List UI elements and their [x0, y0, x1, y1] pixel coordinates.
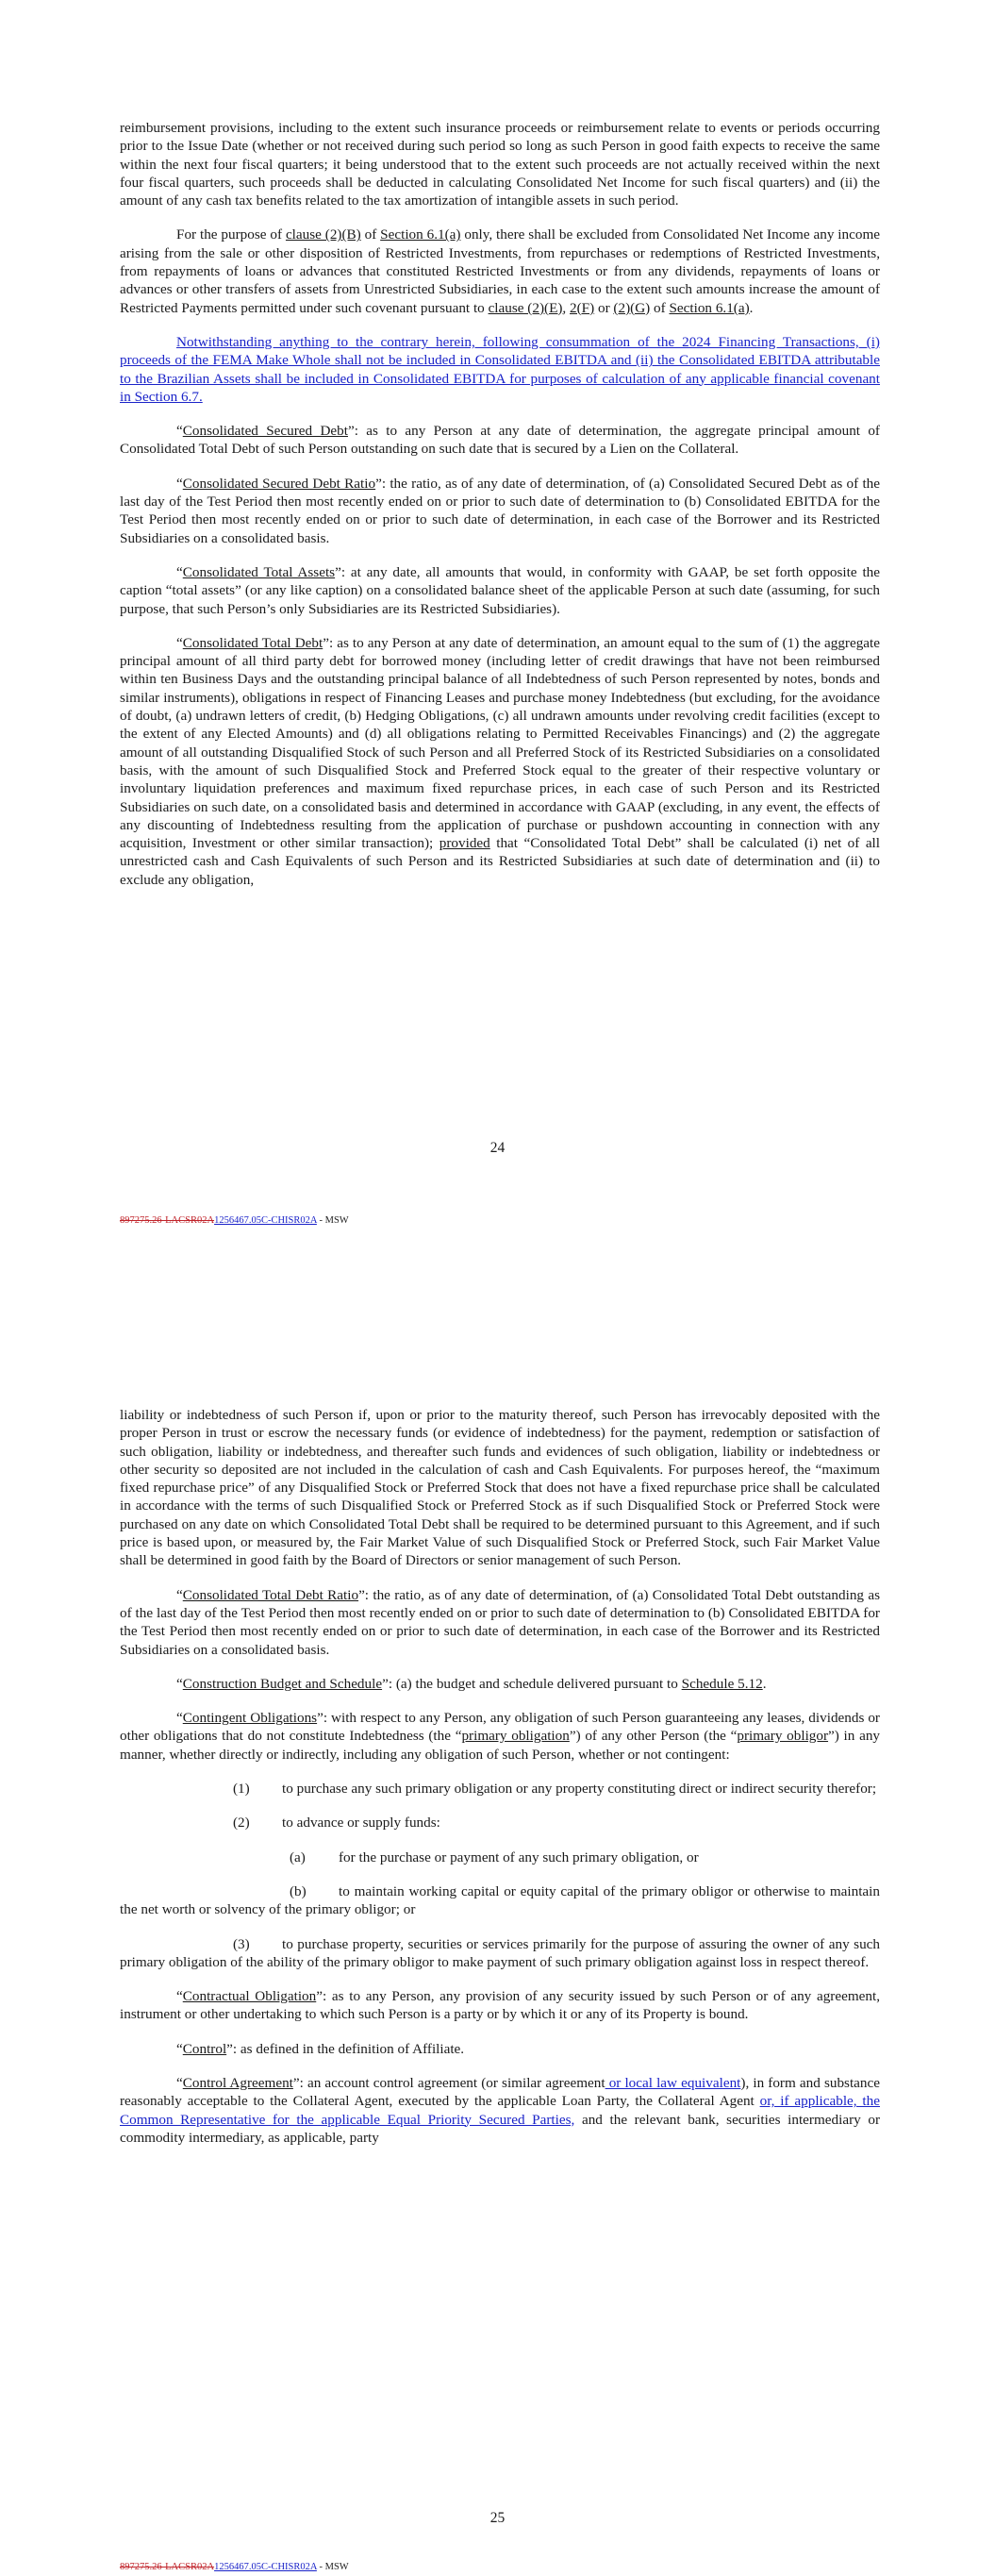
defined-term: Consolidated Total Assets: [182, 563, 336, 580]
defined-term: Control: [182, 2040, 227, 2057]
defined-term: Consolidated Secured Debt Ratio: [182, 475, 376, 492]
document-footer: 897275.26-LACSR02A1256467.05C-CHISR02A - MSW: [120, 1215, 349, 1226]
document-footer: 897275.26-LACSR02A1256467.05C-CHISR02A - MSW: [120, 2562, 349, 2572]
clause-reference: clause (2)(E): [488, 299, 563, 316]
paragraph-liability: liability or indebtedness of such Person if, upon or prior to the maturity thereof, such Person has irrevocably deposited with the proper Person in trust or escrow the necessary funds (or evidence of indebtedness) for the payment, redemption or satisfaction of such obligation, liability or indebtedness, and thereafter such funds and evidences of such obligation, liability or indebtedness or other security so deposited are not included in the calculation of cash and Cash Equivalents. For purposes hereof, the “maximum fixed repurchase price” of any Disqualified Stock or Preferred Stock that does not have a fixed repurchase price shall be calculated in accordance with the terms of such Disqualified Stock or Preferred Stock as if such Disqualified Stock or Preferred Stock were purchased on any date on which Consolidated Total Debt shall be required to be determined pursuant to this Agreement, and if such price is based upon, or measured by, the Fair Market Value of such Disqualified Stock or Preferred Stock, such Fair Market Value shall be determined in good faith by the Board of Directors or senior management of such Person.: [120, 1407, 880, 1569]
list-item: (a) for the purchase or payment of any such primary obligation, or: [290, 1848, 699, 1865]
paragraph-notwithstanding-inserted: [120, 333, 880, 406]
clause-reference: (2)(G): [613, 299, 651, 316]
page-body: [120, 1406, 880, 2163]
defined-term: Control Agreement: [182, 2075, 293, 2092]
definition-control-agreement: “Control Agreement”: an account control agreement (or similar agreement or local law equivalent), in form and substance reasonably acceptable to the Collateral Agent, executed by the applicable Loan Party, the Collateral Agent or, if applicable, the Common Representative for the applicable Equal Priority Secured Parties, and the relevant bank, securities intermediary or commodity intermediary, as applicable, party: [120, 2075, 881, 2146]
definition-contractual-obligation: “Contractual Obligation”: as to any Person, any provision of any security issued by such Person or of any agreement, instrument or other undertaking to which such Person is a party or by which it or any of its Property is bound.: [120, 1988, 880, 2023]
section-reference: Section 6.1(a): [669, 299, 750, 316]
list-item: (b) to maintain working capital or equity capital of the primary obligor or otherwise to maintain the net worth or solvency of the primary obligor; or: [120, 1882, 880, 1918]
section-reference: Section 6.1(a): [380, 226, 461, 243]
footer-deleted-id: 897275.26-LACSR02A: [120, 2562, 215, 2572]
defined-term: Construction Budget and Schedule: [182, 1675, 383, 1692]
list-item: (2) to advance or supply funds:: [233, 1815, 440, 1832]
defined-term: Contractual Obligation: [182, 1988, 317, 2005]
footer-deleted-id: 897275.26-LACSR02A: [120, 1215, 215, 1226]
inserted-text: or local law equivalent: [605, 2075, 741, 2092]
definition-consolidated-total-debt: “Consolidated Total Debt”: as to any Person at any date of determination, an amount equal to the sum of (1) the aggregate principal amount of all third party debt for borrowed money (including letter of credit drawings that have not been reimbursed within ten Business Days and the outstanding principal balance of all Indebtedness of such Person represented by notes, bonds and similar instruments), obligations in respect of Financing Leases and purchase money Indebtedness (but excluding, for the avoidance of doubt, (a) undrawn letters of credit, (b) Hedging Obligations, (c) all undrawn amounts under revolving credit facilities (except to the extent of any Elected Amounts) and (d) all obligations relating to Permitted Receivables Financings) and (2) the aggregate amount of all outstanding Disqualified Stock of such Person and all Preferred Stock of its Restricted Subsidiaries on a consolidated basis, with the amount of such Disqualified Stock and Preferred Stock equal to the greater of their respective voluntary or involuntary liquidation preferences and maximum fixed repurchase prices, in each case of such Person and its Restricted Subsidiaries on such date, on a consolidated basis and determined in accordance with GAAP (excluding, in any event, the effects of any discounting of Indebtedness resulting from the application of purchase or pushdown accounting in connection with any acquisition, Investment or other similar transaction); provided that “Consolidated Total Debt” shall be calculated (i) net of all unrestricted cash and Cash Equivalents of such Person and its Restricted Subsidiaries at such date of determination and (ii) to exclude any obligation,: [120, 634, 881, 888]
footer-inserted-id: 1256467.05C-CHISR02A: [214, 2562, 317, 2572]
document-page-25: [0, 1387, 995, 2576]
list-item: (3) to purchase property, securities or services primarily for the purpose of assuring the owner of any such primary obligation of the ability of the primary obligor to make payment of such primary obligation against loss in respect thereof.: [120, 1935, 880, 1970]
definition-contingent-obligations: “Contingent Obligations”: with respect to any Person, any obligation of such Person guaranteeing any leases, dividends or other obligations that do not constitute Indebtedness (the “primary obligation”) of any other Person (the “primary obligor”) in any manner, whether directly or indirectly, including any obligation of such Person, whether or not contingent:: [120, 1710, 881, 1763]
definition-consolidated-secured-debt-ratio: “Consolidated Secured Debt Ratio”: the ratio, as of any date of determination, of (a) Consolidated Secured Debt as of the last day of the Test Period then most recently ended on or prior to such date of determination to (b) Consolidated EBITDA for the Test Period then most recently ended on or prior to such date of determination, in each case of the Borrower and its Restricted Subsidiaries on a consolidated basis.: [120, 475, 880, 546]
inserted-text: or, if applicable, the Common Representative for the applicable Equal Priority Secured Parties,: [120, 2093, 880, 2128]
definition-consolidated-total-assets: “Consolidated Total Assets”: at any date, all amounts that would, in conformity with GAAP, be set forth opposite the caption “total assets” (or any like caption) on a consolidated balance sheet of the applicable Person at such date (assuming, for such purpose, that such Person’s only Subsidiaries are its Restricted Subsidiaries).: [120, 563, 880, 617]
defined-term: primary obligor: [737, 1728, 829, 1745]
footer-inserted-id: 1256467.05C-CHISR02A: [214, 1215, 317, 1226]
provided-term: provided: [439, 835, 490, 852]
definition-control: “Control”: as defined in the definition of Affiliate.: [176, 2040, 465, 2057]
defined-term: primary obligation: [461, 1728, 570, 1745]
defined-term: Contingent Obligations: [182, 1710, 318, 1727]
page-gap: [0, 1246, 995, 1387]
paragraph-reimbursement: reimbursement provisions, including to the extent such insurance proceeds or reimbursement relate to events or periods occurring prior to the Issue Date (whether or not received during such period so long as such Person in good faith expects to receive the same within the next four fiscal quarters; it being understood that to the extent such proceeds are not actually received within the next four fiscal quarters, such proceeds shall be deducted in calculating Consolidated Net Income for such fiscal quarters) and (ii) the amount of any cash tax benefits related to the tax amortization of intangible assets in such period.: [120, 120, 880, 209]
page-number: 25: [489, 2510, 506, 2526]
definition-consolidated-total-debt-ratio: “Consolidated Total Debt Ratio”: the ratio, as of any date of determination, of (a) Consolidated Total Debt outstanding as of the last day of the Test Period then most recently ended on or prior to such date of determination to (b) Consolidated EBITDA for the Test Period then most recently ended on or prior to such date of determination, in each case of the Borrower and its Restricted Subsidiaries on a consolidated basis.: [120, 1586, 880, 1658]
defined-term: Consolidated Total Debt Ratio: [182, 1586, 359, 1603]
paragraph-purpose: For the purpose of clause (2)(B) of Section 6.1(a) only, there shall be excluded from Consolidated Net Income any income arising from the sale or other disposition of Restricted Investments, from repurchases or redemptions of Restricted Investments, from repayments of loans or advances that constituted Restricted Investments or from any dividends, repayments of loans or advances or other transfers of assets from Unrestricted Subsidiaries, in each case to the extent such amounts increase the amount of Restricted Payments permitted under such covenant pursuant to clause (2)(E), 2(F) or (2)(G) of Section 6.1(a).: [120, 226, 881, 316]
schedule-reference: Schedule 5.12: [681, 1675, 763, 1692]
document-page-24: [0, 0, 995, 1246]
defined-term: Consolidated Total Debt: [182, 634, 323, 651]
definition-construction-budget: “Construction Budget and Schedule”: (a) the budget and schedule delivered pursuant to Schedule 5.12.: [176, 1675, 767, 1692]
clause-reference: 2(F): [570, 299, 595, 316]
inserted-text: Notwithstanding anything to the contrary herein, following consummation of the 2024 Financing Transactions, (i) proceeds of the FEMA Make Whole shall not be included in Consolidated EBITDA and (ii) the Consolidated EBITDA attributable to the Brazilian Assets shall be included in Consolidated EBITDA for purposes of calculation of any applicable financial covenant in Section 6.7.: [120, 333, 880, 405]
list-item: (1) to purchase any such primary obligation or any property constituting direct or indirect security therefor;: [233, 1781, 877, 1798]
page-number: 24: [489, 1140, 506, 1156]
defined-term: Consolidated Secured Debt: [182, 423, 348, 440]
page-body: [120, 119, 880, 905]
clause-reference: clause (2)(B): [285, 226, 361, 243]
definition-consolidated-secured-debt: “Consolidated Secured Debt”: as to any Person at any date of determination, the aggregate principal amount of Consolidated Total Debt of such Person outstanding on such date that is secured by a Lien on the Collateral.: [120, 423, 880, 458]
